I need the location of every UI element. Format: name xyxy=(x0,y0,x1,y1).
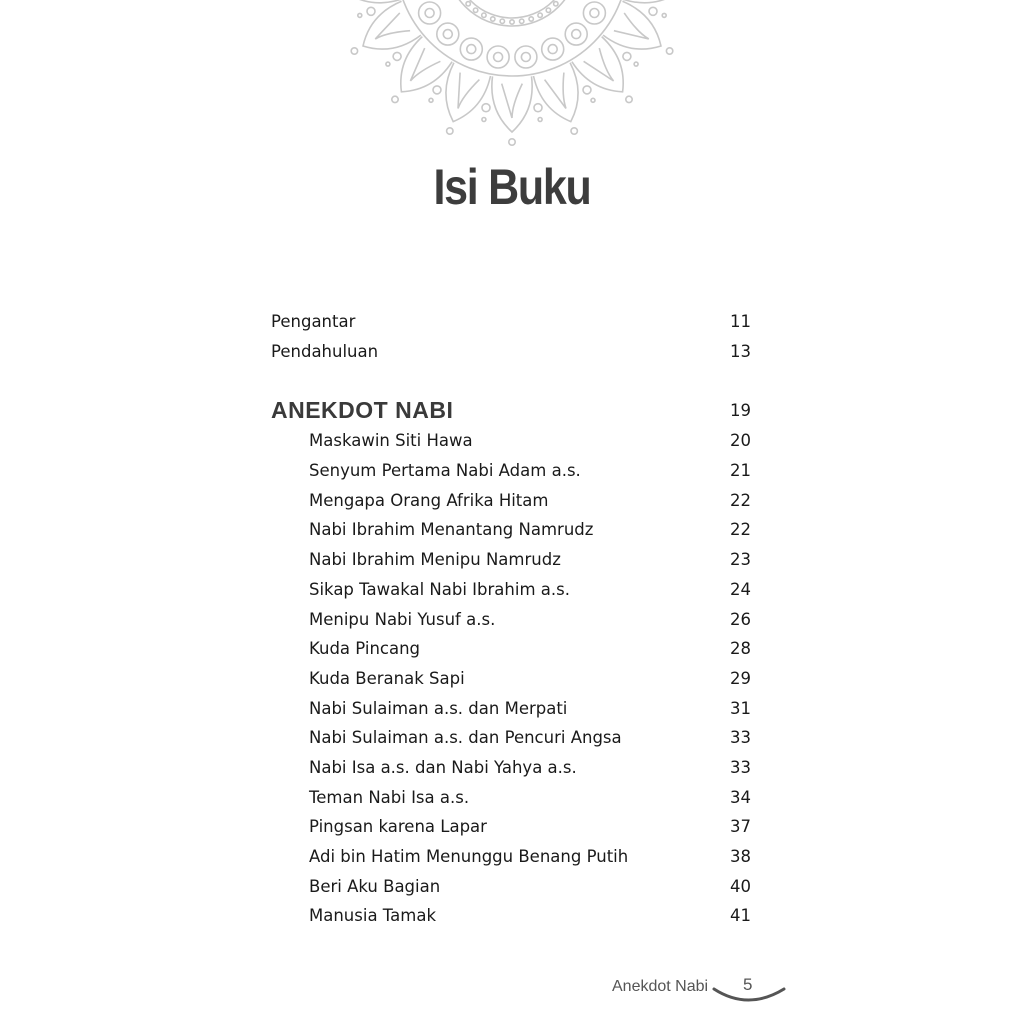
toc-entry-page: 41 xyxy=(730,906,751,926)
toc-entry[interactable] xyxy=(271,515,751,545)
toc-entry-label: Manusia Tamak xyxy=(309,906,436,926)
toc-entry-page: 33 xyxy=(730,757,751,777)
footer-page-number: 5 xyxy=(743,975,753,994)
toc-entry[interactable] xyxy=(271,812,751,842)
toc-entry[interactable] xyxy=(271,634,751,664)
toc-entry-page: 11 xyxy=(730,312,751,331)
footer-book-title: Anekdot Nabi xyxy=(612,978,709,995)
page-title: Isi Buku xyxy=(433,159,591,215)
toc-entry-page: 40 xyxy=(730,876,751,896)
toc-entry-label: Kuda Pincang xyxy=(309,639,421,659)
toc-entry-label: Nabi Sulaiman a.s. dan Merpati xyxy=(309,698,568,718)
toc-entry[interactable] xyxy=(271,575,751,605)
toc-entry[interactable] xyxy=(271,723,751,753)
toc-entry-page: 38 xyxy=(730,847,751,866)
toc-entry-label: Pendahuluan xyxy=(271,341,379,361)
toc-entry[interactable] xyxy=(271,426,751,456)
toc-entry-label: Sikap Tawakal Nabi Ibrahim a.s. xyxy=(309,579,570,599)
toc-entry-page: 31 xyxy=(730,698,751,718)
toc-entry-label: Nabi Sulaiman a.s. dan Pencuri Angsa xyxy=(309,728,622,748)
toc-entry-page: 20 xyxy=(730,431,751,451)
toc-entry[interactable] xyxy=(271,783,751,813)
section-label: ANEKDOT NABI xyxy=(271,397,454,424)
spacer xyxy=(271,366,751,395)
table-of-contents xyxy=(271,307,751,931)
toc-entry[interactable] xyxy=(271,842,751,872)
toc-entry-page: 37 xyxy=(730,817,751,837)
toc-entry[interactable] xyxy=(271,307,751,337)
toc-entry-page: 13 xyxy=(730,341,751,361)
toc-entry-label: Nabi Ibrahim Menipu Namrudz xyxy=(309,550,561,570)
toc-section-heading[interactable] xyxy=(271,395,751,426)
toc-entry[interactable] xyxy=(271,545,751,575)
toc-entry-label: Adi bin Hatim Menunggu Benang Putih xyxy=(309,847,629,866)
toc-entry-page: 29 xyxy=(730,668,751,688)
mandala-ornament-icon xyxy=(0,0,1024,160)
toc-entry[interactable] xyxy=(271,901,751,931)
toc-entry[interactable] xyxy=(271,664,751,694)
toc-entry-page: 33 xyxy=(730,728,751,748)
toc-entry-page: 21 xyxy=(730,461,751,481)
toc-entry[interactable] xyxy=(271,486,751,516)
toc-entry-page: 26 xyxy=(730,609,751,629)
toc-entry[interactable] xyxy=(271,337,751,367)
toc-entry[interactable] xyxy=(271,753,751,783)
toc-entry-label: Pingsan karena Lapar xyxy=(309,817,487,837)
toc-entry-label: Kuda Beranak Sapi xyxy=(309,668,465,688)
toc-entry-label: Maskawin Siti Hawa xyxy=(309,431,473,451)
toc-entry-label: Menipu Nabi Yusuf a.s. xyxy=(309,609,496,629)
toc-entry-page: 22 xyxy=(730,520,751,540)
toc-entry-page: 22 xyxy=(730,490,751,510)
toc-entry-page: 24 xyxy=(730,579,751,599)
toc-entry-label: Senyum Pertama Nabi Adam a.s. xyxy=(309,461,581,481)
toc-entry-label: Nabi Isa a.s. dan Nabi Yahya a.s. xyxy=(309,757,577,777)
page-footer xyxy=(612,973,792,1013)
toc-entry-label: Beri Aku Bagian xyxy=(309,876,441,896)
toc-entry[interactable] xyxy=(271,872,751,902)
toc-entry[interactable] xyxy=(271,694,751,724)
toc-entry-label: Teman Nabi Isa a.s. xyxy=(309,787,470,807)
toc-entry[interactable] xyxy=(271,605,751,635)
section-page: 19 xyxy=(730,401,751,421)
toc-entry-label: Mengapa Orang Afrika Hitam xyxy=(309,490,549,510)
toc-entry[interactable] xyxy=(271,456,751,486)
toc-entry-label: Nabi Ibrahim Menantang Namrudz xyxy=(309,520,594,540)
toc-entry-label: Pengantar xyxy=(271,312,356,331)
toc-entry-page: 23 xyxy=(730,550,751,570)
toc-entry-page: 34 xyxy=(730,787,751,807)
toc-entry-page: 28 xyxy=(730,639,751,659)
